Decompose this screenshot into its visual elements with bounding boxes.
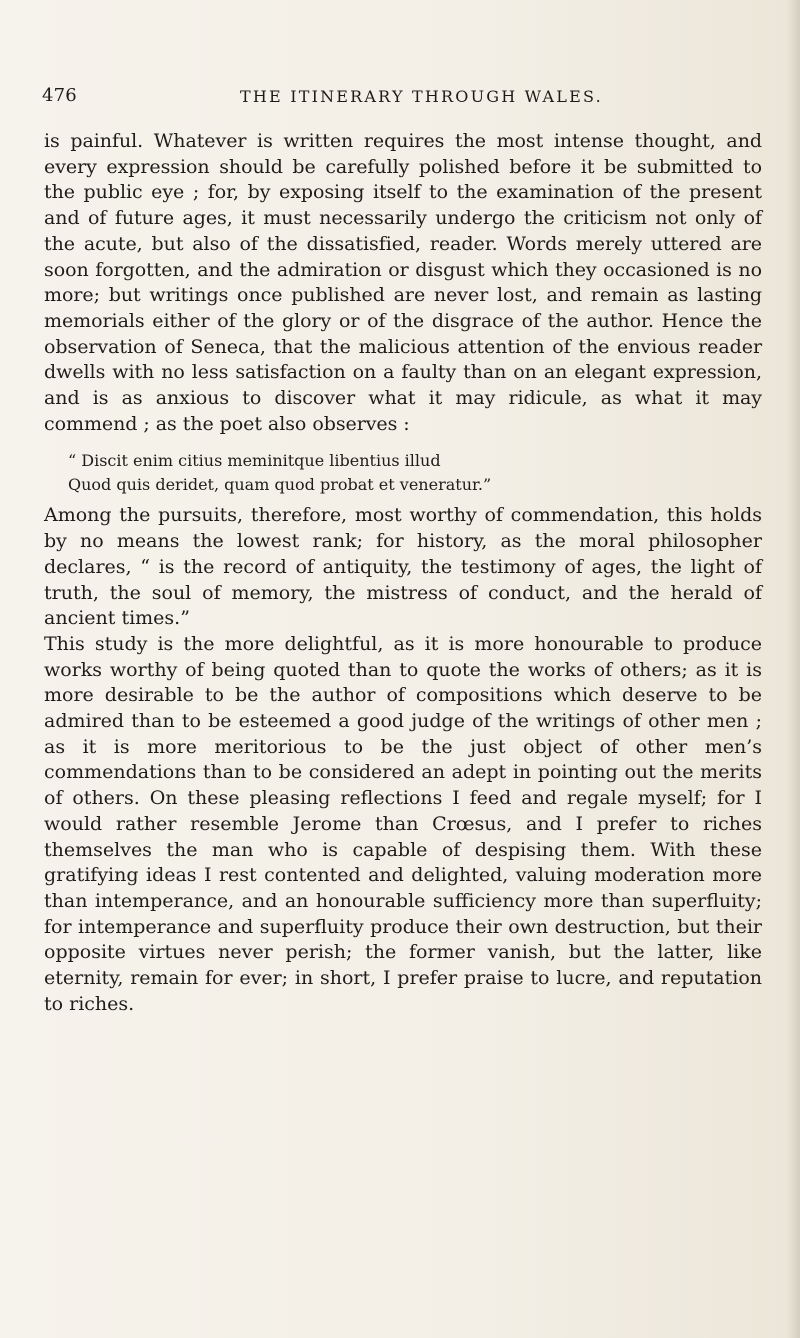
paragraph-1: is painful. Whatever is written requires the most intense thought, and every expression should be carefully polished before it be submitted to the public eye ; for, by exposing itself to the examination of the present and of future ages, it must necessarily undergo the criticism not only of the acute, but also of the dissatisfied, reader. Words merely uttered are soon forgotten, and the admiration or disgust which they occasioned is no more; but writings once published are never lost, and remain as lasting memorials either of the glory or of the disgrace of the author. Hence the observation of Seneca, that the malicious attention of the envious reader dwells with no less satisfaction on a faulty than on an elegant expression, and is as anxious to discover what it may ridicule, as what it may commend ; as the poet also observes : bbox=[44, 130, 762, 435]
quote-line-1: “ Discit enim citius meminitque libentius illud bbox=[68, 451, 441, 471]
page-header bbox=[42, 84, 752, 110]
page-number: 476 bbox=[42, 85, 77, 106]
page-content bbox=[44, 129, 762, 1018]
latin-quotation bbox=[68, 449, 762, 497]
page-edge-shadow bbox=[786, 0, 800, 1338]
running-head: THE ITINERARY THROUGH WALES. bbox=[240, 87, 603, 106]
paragraph-2: Among the pursuits, therefore, most worthy of commendation, this holds by no means the lowest rank; for history, as the moral philosopher declares, “ is the record of antiquity, the testimony of ages, the light of truth, the soul of memory, the mistress of conduct, and the herald of ancient times.” bbox=[44, 504, 762, 630]
quote-line-2: Quod quis deridet, quam quod probat et veneratur.” bbox=[68, 475, 492, 495]
paragraph-3: This study is the more delightful, as it is more honourable to produce works worthy of being quoted than to quote the works of others; as it is more desirable to be the author of compositions which deserve to be admired than to be esteemed a good judge of the writings of other men ; as it is more meritorious to be the just object of other men’s commendations than to be considered an adept in pointing out the merits of others. On these pleasing reflections I feed and regale myself; for I would rather resemble Jerome than Crœsus, and I prefer to riches themselves the man who is capable of despising them. With these gratifying ideas I rest contented and delighted, valuing moderation more than intemperance, and an honourable sufficiency more than superfluity; for intemperance and superfluity produce their own destruction, but their opposite virtues never perish; the former vanish, but the latter, like eternity, remain for ever; in short, I prefer praise to lucre, and reputation to riches. bbox=[44, 632, 762, 1015]
